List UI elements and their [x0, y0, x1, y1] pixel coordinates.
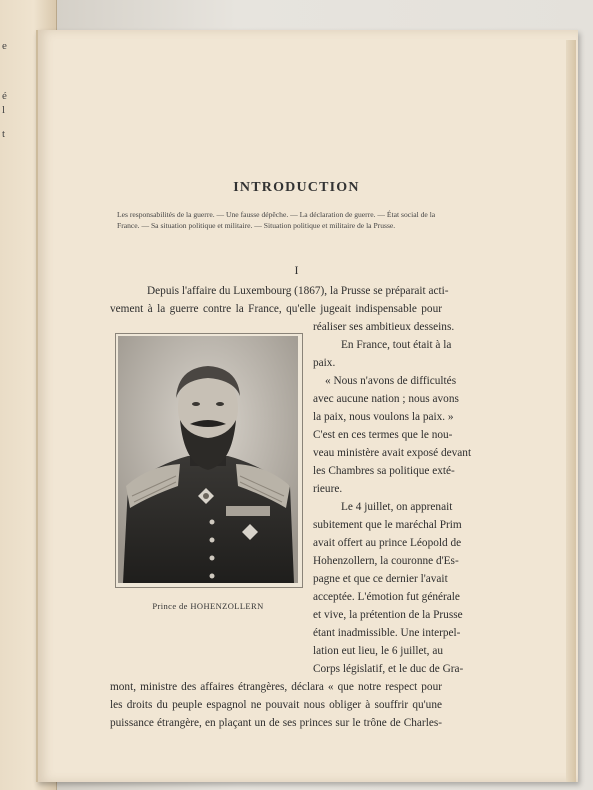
previous-page-fragment: e	[2, 40, 7, 52]
summary-line: France. — Sa situation politique et militaire. — Situation politique et militaire de la Prusse.	[117, 221, 396, 230]
body-line: et vive, la prétention de la Prusse	[313, 609, 463, 621]
body-line: avec aucune nation ; nous avons	[313, 393, 459, 405]
body-line: réaliser ses ambitieux desseins.	[313, 321, 455, 333]
body-line: En France, tout était à la	[341, 339, 452, 351]
body-line: subitement que le maréchal Prim	[313, 519, 462, 531]
body-line: Hohenzollern, la couronne d'Es-	[313, 555, 459, 567]
section-number: I	[294, 263, 299, 277]
body-line: Depuis l'affaire du Luxembourg (1867), la Prusse se préparait acti-	[147, 285, 449, 297]
body-line: C'est en ces termes que le nou-	[313, 429, 453, 441]
body-line: acceptée. L'émotion fut générale	[313, 591, 460, 603]
body-line: puissance étrangère, en plaçant un de ses princes sur le trône de Charles-	[110, 717, 442, 729]
body-line: « Nous n'avons de difficultés	[325, 375, 457, 387]
previous-page-fragment: l	[2, 104, 6, 116]
body-line: étant inadmissible. Une interpel-	[313, 627, 461, 639]
page-stack-edge	[566, 40, 576, 782]
body-line: Le 4 juillet, on apprenait	[341, 501, 453, 513]
body-line: lation eut lieu, le 6 juillet, au	[313, 645, 443, 657]
body-line: Corps législatif, et le duc de Gra-	[313, 663, 464, 675]
previous-page-fragment: é	[2, 90, 7, 102]
portrait-engraving	[118, 336, 298, 583]
body-line: mont, ministre des affaires étrangères, déclara « que notre respect pour	[110, 681, 442, 693]
portrait-caption: Prince de HOHENZOLLERN	[152, 601, 264, 611]
chapter-title: INTRODUCTION	[233, 180, 360, 195]
body-line: veau ministère avait exposé devant	[313, 447, 472, 459]
body-line: la paix, nous voulons la paix. »	[313, 411, 454, 423]
body-line: les Chambres sa politique exté-	[313, 465, 455, 477]
body-line: les droits du peuple espagnol ne pouvait nous obliger à souffrir qu'une	[110, 699, 442, 711]
portrait-image	[118, 336, 298, 583]
summary-line: Les responsabilités de la guerre. — Une fausse dépêche. — La déclaration de guerre. — État social de la	[117, 210, 436, 219]
body-line: pagne et que ce dernier l'avait	[313, 573, 448, 585]
body-line: paix.	[313, 357, 336, 369]
chapter-summary	[117, 209, 444, 231]
body-line: vement à la guerre contre la France, qu'elle jugeait indispensable pour	[110, 303, 442, 315]
body-line: avait offert au prince Léopold de	[313, 537, 462, 549]
body-line: rieure.	[313, 483, 343, 495]
previous-page-fragment: t	[2, 128, 6, 140]
